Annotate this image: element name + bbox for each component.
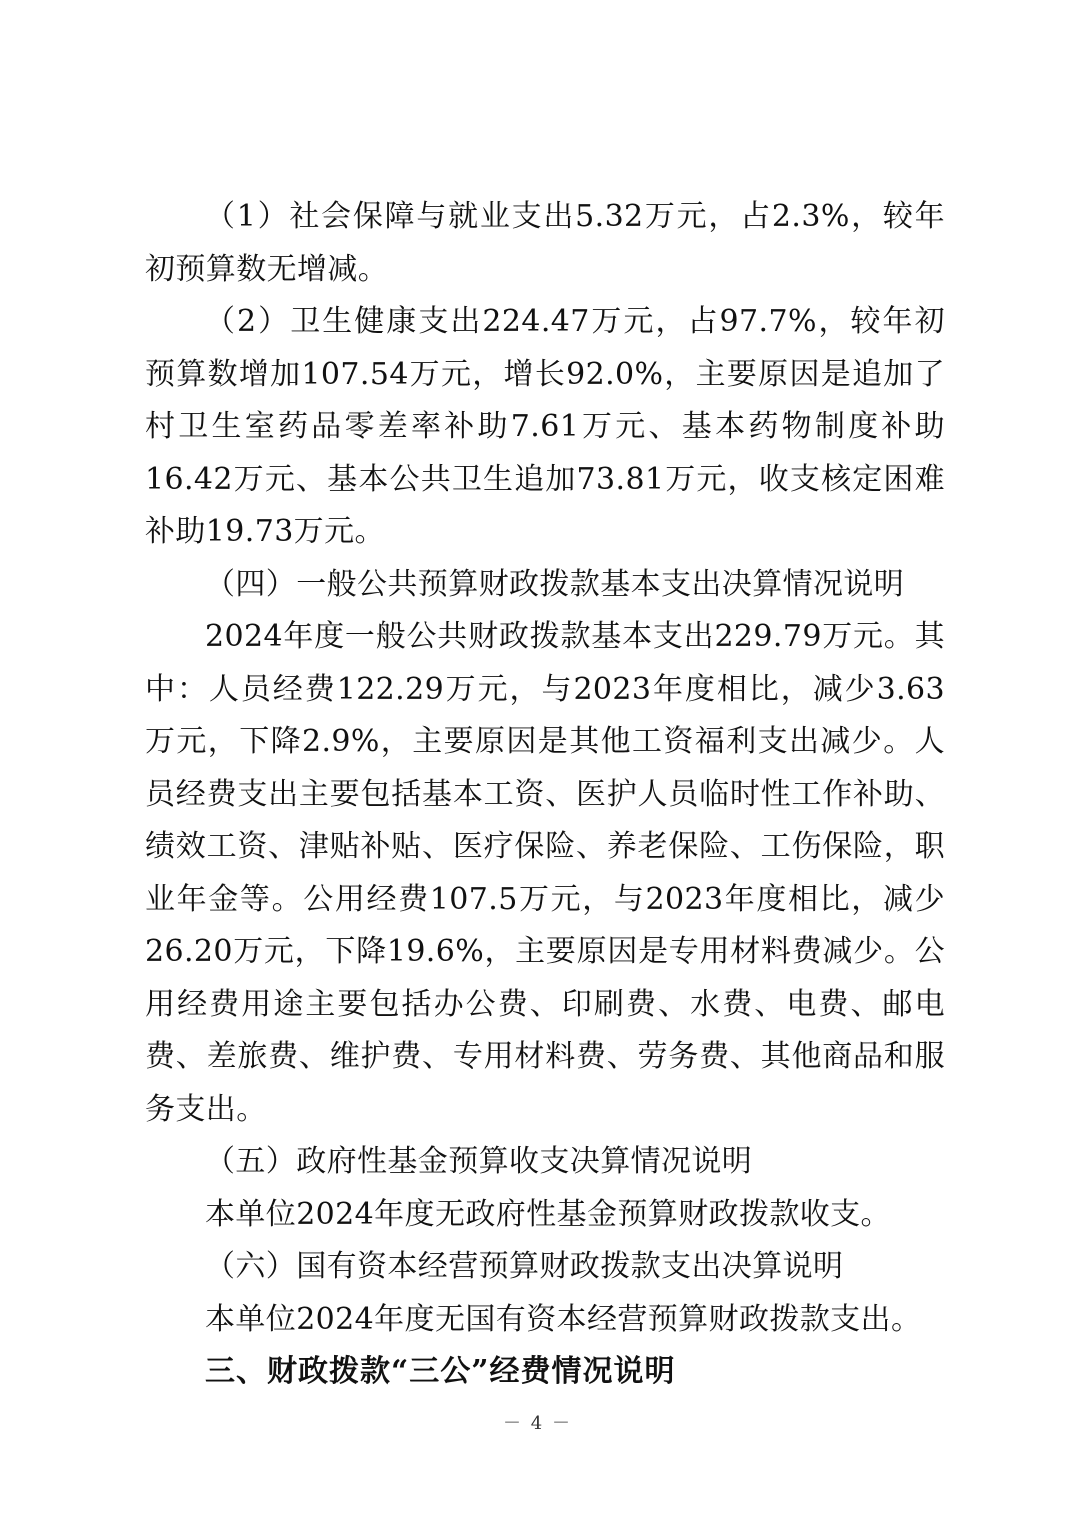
section-5-heading: （五）政府性基金预算收支决算情况说明 (205, 1144, 753, 1179)
part-3-heading: 三、财政拨款“三公”经费情况说明 (205, 1354, 676, 1389)
section-4-body: 2024年度一般公共财政拨款基本支出229.79万元。其中：人员经费122.29万元，与2023年度相比，减少3.63万元，下降2.9%，主要原因是其他工资福利支出减少。人员经费支出主要包括基本工资、医护人员临时性工作补助、绩效工资、津贴补贴、医疗保险、养老保险、工伤保险，职业年金等。公用经费107.5万元，与2023年度相比，减少26.20万元，下降19.6%，主要原因是专用材料费减少。公用经费用途主要包括办公费、印刷费、水费、电费、邮电费、差旅费、维护费、专用材料费、劳务费、其他商品和服务支出。 (145, 619, 945, 1127)
section-4-heading: （四）一般公共预算财政拨款基本支出决算情况说明 (205, 566, 905, 602)
section-6-heading: （六）国有资本经营预算财政拨款支出决算说明 (205, 1249, 844, 1284)
paragraph-item-2: （2）卫生健康支出224.47万元，占97.7%，较年初预算数增加107.54万元，增长92.0%，主要原因是追加了村卫生室药品零差率补助7.61万元、基本药物制度补助16.42万元、基本公共卫生追加73.81万元，收支核定困难补助19.73万元。 (145, 304, 945, 549)
section-6-body: 本单位2024年度无国有资本经营预算财政拨款支出。 (205, 1301, 922, 1337)
section-5-body: 本单位2024年度无政府性基金预算财政拨款收支。 (205, 1196, 891, 1232)
document-body (145, 191, 945, 1399)
paragraph-item-1: （1）社会保障与就业支出5.32万元，占2.3%，较年初预算数无增减。 (145, 199, 945, 287)
page-number: － 4 － (503, 1413, 572, 1434)
